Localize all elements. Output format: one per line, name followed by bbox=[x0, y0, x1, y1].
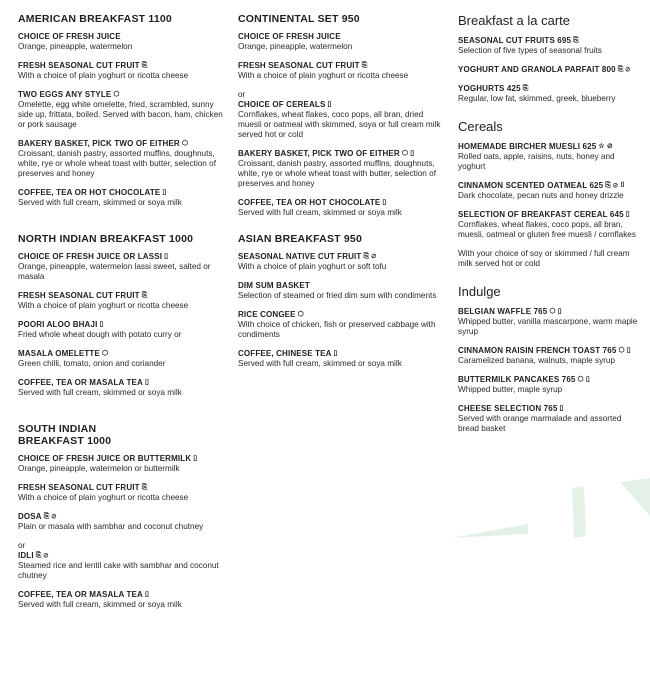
section-title: Breakfast a la carte bbox=[458, 13, 570, 28]
menu-item-name-text: BUTTERMILK PANCAKES 765 bbox=[458, 375, 576, 384]
menu-item-name bbox=[18, 252, 223, 262]
menu-item bbox=[238, 61, 443, 81]
menu-item-name bbox=[18, 90, 223, 100]
section-title-line2: BREAKFAST 1000 bbox=[18, 435, 112, 447]
menu-item-name bbox=[238, 281, 443, 291]
menu-item bbox=[18, 90, 223, 130]
menu-item bbox=[458, 210, 643, 240]
menu-item-name-text: CHEESE SELECTION 765 bbox=[458, 404, 558, 413]
section-items bbox=[458, 307, 643, 434]
menu-item-description: Served with orange marmalade and assorted bread basket bbox=[458, 414, 622, 433]
menu-item-name bbox=[238, 149, 443, 159]
menu-item-name bbox=[18, 320, 223, 330]
section-items bbox=[238, 32, 443, 218]
menu-item-name-text: DIM SUM BASKET bbox=[238, 281, 310, 290]
menu-item-name bbox=[458, 65, 643, 75]
dietary-icon: ⬡ ▯ bbox=[401, 150, 415, 157]
menu-column-right bbox=[458, 13, 643, 443]
menu-item bbox=[458, 65, 643, 75]
alacarte-section bbox=[458, 13, 643, 104]
menu-item-description: With a choice of plain yoghurt or ricotta cheese bbox=[18, 71, 189, 80]
menu-item-description: With choice of chicken, fish or preserved cabbage with condiments bbox=[238, 320, 436, 339]
menu-item bbox=[18, 483, 223, 503]
cereals-section bbox=[458, 119, 643, 269]
menu-item bbox=[238, 349, 443, 369]
menu-item bbox=[18, 252, 223, 282]
menu-item-name-text: HOMEMADE BIRCHER MUESLI 625 bbox=[458, 142, 597, 151]
dietary-icon: ▯ bbox=[99, 321, 104, 328]
menu-item-name-text: SELECTION OF BREAKFAST CEREAL 645 bbox=[458, 210, 624, 219]
menu-item-name-text: CHOICE OF FRESH JUICE bbox=[18, 32, 121, 41]
menu-item-name-text: IDLI bbox=[18, 551, 34, 560]
menu-item bbox=[458, 84, 643, 104]
menu-item bbox=[18, 551, 223, 581]
dietary-icon: ⬡ bbox=[181, 140, 189, 147]
menu-item bbox=[458, 36, 643, 56]
menu-item-description: Orange, pineapple, watermelon bbox=[238, 42, 353, 51]
section-title bbox=[18, 423, 223, 447]
menu-column-left bbox=[18, 13, 223, 619]
menu-item bbox=[18, 378, 223, 398]
menu-item-name-text: RICE CONGEE bbox=[238, 310, 296, 319]
north-indian-breakfast-section bbox=[18, 233, 223, 398]
menu-item-name bbox=[238, 310, 443, 320]
menu-item bbox=[458, 404, 643, 434]
section-title: CONTINENTAL SET 950 bbox=[238, 13, 360, 25]
dietary-icon: ⎘ bbox=[141, 62, 148, 69]
menu-item-name bbox=[458, 181, 643, 191]
menu-item-description: Plain or masala with sambhar and coconut chutney bbox=[18, 522, 204, 531]
menu-item-name-text: FRESH SEASONAL CUT FRUIT bbox=[18, 61, 140, 70]
menu-item-name-text: COFFEE, CHINESE TEA bbox=[238, 349, 332, 358]
section-items bbox=[18, 454, 223, 610]
menu-item-name-text: COFFEE, TEA OR MASALA TEA bbox=[18, 590, 143, 599]
section-title: ASIAN BREAKFAST 950 bbox=[238, 233, 362, 245]
menu-item-name bbox=[458, 404, 643, 414]
menu-item-name bbox=[18, 378, 223, 388]
dietary-icon: ▯ bbox=[144, 591, 149, 598]
menu-item-description: Cornflakes, wheat flakes, coco pops, all bran, dried muesli or oatmeal with skimmed, soya or full cream milk served hot or cold bbox=[238, 110, 441, 139]
menu-column-middle bbox=[238, 13, 443, 378]
menu-item bbox=[238, 252, 443, 272]
menu-item bbox=[238, 310, 443, 340]
section-title: Indulge bbox=[458, 284, 501, 299]
dietary-icon: ⎘ ⊘ bbox=[35, 552, 49, 559]
menu-item-name-text: TWO EGGS ANY STYLE bbox=[18, 90, 112, 99]
menu-item bbox=[238, 149, 443, 189]
menu-item-name bbox=[238, 32, 443, 42]
continental-set-section bbox=[238, 13, 443, 218]
menu-item-description: Rolled oats, apple, raisins, nuts, honey and yoghurt bbox=[458, 152, 615, 171]
dietary-icon: ⬡ bbox=[101, 350, 109, 357]
menu-item-name bbox=[18, 512, 223, 522]
menu-item-name-text: COFFEE, TEA OR HOT CHOCOLATE bbox=[238, 198, 381, 207]
menu-item-description: Served with full cream, skimmed or soya milk bbox=[238, 208, 402, 217]
menu-item-description: Cornflakes, wheat flakes, coco pops, all bran, muesli, oatmeal or gluten free muesli / cornflakes bbox=[458, 220, 636, 239]
menu-item-name-text: CINNAMON RAISIN FRENCH TOAST 765 bbox=[458, 346, 617, 355]
menu-item-name-text: CHOICE OF FRESH JUICE OR LASSI bbox=[18, 252, 163, 261]
menu-item-description: Omelette, egg white omelette, fried, scrambled, sunny side up, frittata, boiled. Served with bacon, ham, chicken or pork sausage bbox=[18, 100, 223, 129]
dietary-icon: ⎘ bbox=[573, 37, 579, 44]
menu-item-name bbox=[18, 483, 223, 493]
dietary-icon: ▯ bbox=[162, 189, 167, 196]
dietary-icon: ⬡ ▯ bbox=[577, 376, 590, 383]
menu-item bbox=[458, 346, 643, 366]
menu-item-name bbox=[458, 346, 643, 356]
menu-item-name bbox=[18, 188, 223, 198]
menu-item bbox=[458, 307, 643, 337]
menu-item-name-text: FRESH SEASONAL CUT FRUIT bbox=[18, 483, 140, 492]
menu-item-name-text: FRESH SEASONAL CUT FRUIT bbox=[18, 291, 140, 300]
menu-item-description: Green chilli, tomato, onion and coriander bbox=[18, 359, 166, 368]
section-title: AMERICAN BREAKFAST 1100 bbox=[18, 13, 172, 25]
dietary-icon: ▯ bbox=[625, 211, 630, 218]
menu-item-description: Orange, pineapple, watermelon lassi sweet, salted or masala bbox=[18, 262, 211, 281]
dietary-icon: ▯ bbox=[333, 350, 338, 357]
menu-item bbox=[18, 349, 223, 369]
menu-item bbox=[18, 188, 223, 208]
menu-item bbox=[458, 375, 643, 395]
menu-item-name bbox=[18, 551, 223, 561]
decor-stroke-2 bbox=[572, 486, 586, 538]
menu-item-description: Served with full cream, skimmed or soya milk bbox=[18, 198, 182, 207]
asian-breakfast-section bbox=[238, 233, 443, 369]
menu-item-description: Served with full cream, skimmed or soya milk bbox=[18, 388, 182, 397]
menu-item-name-text: COFFEE, TEA OR MASALA TEA bbox=[18, 378, 143, 387]
dietary-icon: ▯ bbox=[144, 379, 149, 386]
menu-item-name-text: FRESH SEASONAL CUT FRUIT bbox=[238, 61, 360, 70]
menu-item-name-text: BAKERY BASKET, PICK TWO OF EITHER bbox=[18, 139, 180, 148]
menu-item-name bbox=[18, 32, 223, 42]
dietary-icon: ▯ bbox=[559, 405, 564, 412]
menu-item-name bbox=[458, 84, 643, 94]
menu-item-description: Served with full cream, skimmed or soya milk bbox=[238, 359, 402, 368]
menu-item bbox=[458, 249, 643, 269]
menu-item-name-text: BAKERY BASKET, PICK TWO OF EITHER bbox=[238, 149, 400, 158]
menu-item bbox=[18, 61, 223, 81]
dietary-icon: ▯ bbox=[327, 101, 332, 108]
section-title-line1: SOUTH INDIAN bbox=[18, 423, 97, 435]
menu-item-description: Croissant, danish pastry, assorted muffins, doughnuts, white, rye or whole wheat toast with butter, selection of preserves and honey bbox=[18, 149, 216, 178]
menu-item-description: With a choice of plain yoghurt or ricotta cheese bbox=[238, 71, 409, 80]
menu-item bbox=[238, 281, 443, 301]
dietary-icon: ⬡ ▯ bbox=[549, 308, 562, 315]
menu-item-name bbox=[238, 61, 443, 71]
menu-item-name bbox=[458, 307, 643, 317]
menu-item bbox=[458, 142, 643, 172]
menu-item-name bbox=[18, 349, 223, 359]
menu-item-name bbox=[18, 139, 223, 149]
menu-item bbox=[238, 32, 443, 52]
menu-item-name-text: BELGIAN WAFFLE 765 bbox=[458, 307, 548, 316]
menu-item bbox=[238, 198, 443, 218]
dietary-icon: ⎘ bbox=[522, 85, 529, 92]
menu-item-name-text: YOGHURT AND GRANOLA PARFAIT 800 bbox=[458, 65, 616, 74]
section-title: Cereals bbox=[458, 119, 503, 134]
menu-item-name-text: CINNAMON SCENTED OATMEAL 625 bbox=[458, 181, 604, 190]
american-breakfast-section bbox=[18, 13, 223, 208]
menu-item-name-text: COFFEE, TEA OR HOT CHOCOLATE bbox=[18, 188, 161, 197]
menu-item-description: Served with full cream, skimmed or soya milk bbox=[18, 600, 182, 609]
menu-item bbox=[18, 32, 223, 52]
menu-item-name bbox=[458, 142, 643, 152]
menu-item-name bbox=[458, 36, 643, 46]
section-title: NORTH INDIAN BREAKFAST 1000 bbox=[18, 233, 194, 245]
dietary-icon: ▯ bbox=[382, 199, 387, 206]
dietary-icon: ⎘ ⊘ ▯ bbox=[605, 182, 626, 189]
menu-item-name bbox=[18, 291, 223, 301]
menu-item-description: Whipped butter, vanilla mascarpone, warm maple syrup bbox=[458, 317, 638, 336]
indulge-section bbox=[458, 284, 643, 434]
dietary-icon: ⬡ bbox=[113, 91, 120, 98]
menu-item bbox=[18, 139, 223, 179]
decor-stroke-3 bbox=[620, 478, 650, 516]
dietary-icon: ⎘ ⊘ bbox=[43, 513, 57, 520]
menu-item-description: Selection of five types of seasonal fruits bbox=[458, 46, 602, 55]
menu-item-description: Orange, pineapple, watermelon or buttermilk bbox=[18, 464, 180, 473]
section-items bbox=[458, 142, 643, 269]
menu-item-description: Fried whole wheat dough with potato curry or bbox=[18, 330, 182, 339]
menu-item bbox=[18, 454, 223, 474]
dietary-icon: ▯ bbox=[193, 455, 198, 462]
menu-item-name-text: SEASONAL NATIVE CUT FRUIT bbox=[238, 252, 362, 261]
menu-item bbox=[18, 590, 223, 610]
dietary-icon: ⎘ bbox=[141, 292, 148, 299]
menu-item bbox=[18, 320, 223, 340]
menu-item bbox=[18, 512, 223, 532]
menu-item-name bbox=[18, 590, 223, 600]
decor-stroke-1 bbox=[450, 524, 528, 538]
dietary-icon: ⬡ bbox=[297, 311, 304, 318]
menu-item bbox=[458, 181, 643, 201]
menu-item-description: With your choice of soy or skimmed / full cream milk served hot or cold bbox=[458, 249, 630, 268]
dietary-icon: ⎘ ⊘ bbox=[617, 66, 631, 73]
menu-item-name-text: SEASONAL CUT FRUITS 695 bbox=[458, 36, 572, 45]
section-items bbox=[18, 252, 223, 398]
section-items bbox=[458, 36, 643, 104]
menu-item-description: Whipped butter, maple syrup bbox=[458, 385, 563, 394]
menu-item-name-text: CHOICE OF CEREALS bbox=[238, 100, 326, 109]
menu-item-name bbox=[238, 100, 443, 110]
menu-item-name bbox=[458, 375, 643, 385]
menu-item-description: Selection of steamed or fried dim sum with condiments bbox=[238, 291, 437, 300]
decorative-swoosh bbox=[450, 476, 650, 546]
dietary-icon: ⎘ bbox=[141, 484, 148, 491]
menu-item-name bbox=[238, 349, 443, 359]
menu-item-description: Dark chocolate, pecan nuts and honey drizzle bbox=[458, 191, 624, 200]
dietary-icon: ▯ bbox=[164, 253, 169, 260]
menu-item-name-text: YOGHURTS 425 bbox=[458, 84, 521, 93]
menu-item bbox=[18, 291, 223, 311]
dietary-icon: ⎘ ∅ bbox=[363, 253, 377, 260]
menu-item-description: Regular, low fat, skimmed, greek, blueberry bbox=[458, 94, 616, 103]
menu-item-name bbox=[18, 454, 223, 464]
section-items bbox=[238, 252, 443, 369]
menu-item-description: With a choice of plain yoghurt or soft tofu bbox=[238, 262, 387, 271]
menu-item-description: Steamed rice and lentil cake with sambhar and coconut chutney bbox=[18, 561, 219, 580]
menu-item-name-text: MASALA OMELETTE bbox=[18, 349, 100, 358]
or-separator: or bbox=[238, 90, 246, 99]
dietary-icon: ⬡ ▯ bbox=[618, 347, 631, 354]
menu-item-name-text: CHOICE OF FRESH JUICE OR BUTTERMILK bbox=[18, 454, 192, 463]
south-indian-breakfast-section bbox=[18, 423, 223, 610]
menu-item-name bbox=[238, 198, 443, 208]
menu-item-name-text: POORI ALOO BHAJI bbox=[18, 320, 98, 329]
menu-item-description: Caramelized banana, walnuts, maple syrup bbox=[458, 356, 616, 365]
menu-item bbox=[238, 100, 443, 140]
dietary-icon: ⎘ bbox=[361, 62, 368, 69]
menu-item-description: Orange, pineapple, watermelon bbox=[18, 42, 133, 51]
menu-item-description: With a choice of plain yoghurt or ricotta cheese bbox=[18, 301, 189, 310]
section-items bbox=[18, 32, 223, 208]
menu-item-description: With a choice of plain yoghurt or ricotta cheese bbox=[18, 493, 189, 502]
dietary-icon: ☆ ⊘ bbox=[598, 143, 613, 150]
menu-item-name-text: DOSA bbox=[18, 512, 42, 521]
menu-item-name bbox=[238, 252, 443, 262]
menu-item-description: Croissant, danish pastry, assorted muffins, doughnuts, white, rye or whole wheat toast with butter, selection of preserves and honey bbox=[238, 159, 436, 188]
menu-item-name bbox=[18, 61, 223, 71]
menu-item-name bbox=[458, 210, 643, 220]
or-separator: or bbox=[18, 541, 26, 550]
menu-item-name-text: CHOICE OF FRESH JUICE bbox=[238, 32, 341, 41]
